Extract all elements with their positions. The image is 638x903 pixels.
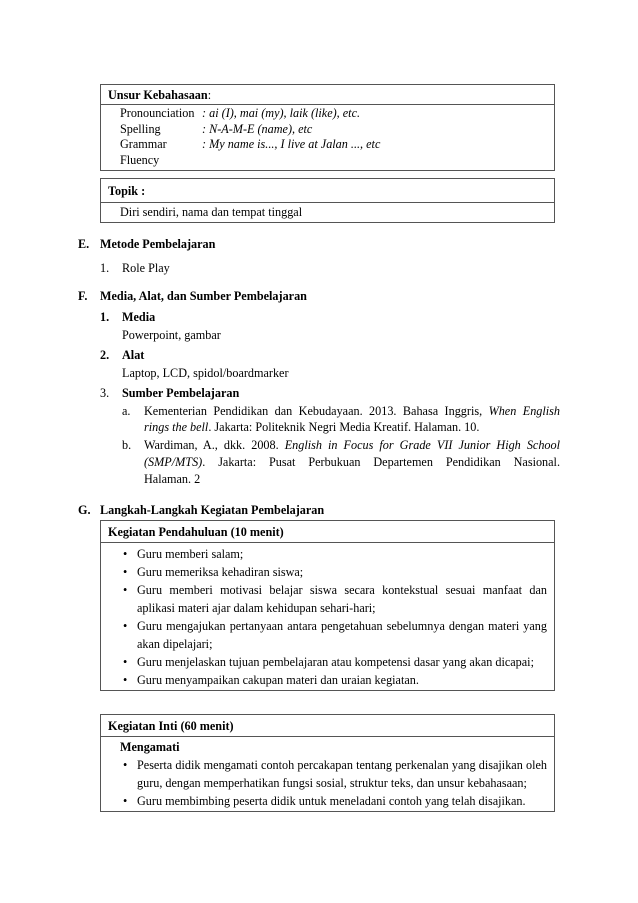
ref-text: . Jakarta: Politeknik Negri Media Kreatif. Halaman. 10. — [208, 420, 480, 434]
ref-italic: (SMP/MTS) — [144, 455, 203, 469]
ref-text: . Jakarta: Pusat Perbukuan Departemen Pendidikan Nasional. — [202, 455, 560, 469]
unsur-key: Spelling — [120, 121, 161, 136]
list-item: • Guru mengajukan pertanyaan antara pengetahuan sebelumnya dengan materi yang akan dipelajari; — [120, 617, 547, 653]
ref-italic: When English — [488, 404, 560, 418]
section-title: Metode Pembelajaran — [100, 237, 216, 251]
section-g-heading — [78, 503, 324, 518]
unsur-key: Fluency — [120, 152, 160, 167]
ref-a-line2 — [144, 419, 479, 435]
ref-b-line1 — [144, 437, 560, 453]
unsur-row — [120, 153, 554, 169]
section-title: Langkah-Langkah Kegiatan Pembelajaran — [100, 503, 325, 517]
alat-text: Laptop, LCD, spidol/boardmarker — [122, 366, 289, 380]
unsur-value: : My name is..., I live at Jalan ..., etc — [202, 137, 381, 151]
unsur-kebahasaan-header — [101, 85, 554, 105]
section-f-heading — [78, 289, 307, 304]
section-letter: F. — [78, 289, 88, 303]
inti-title: Kegiatan Inti (60 menit) — [101, 715, 554, 737]
unsur-key: Grammar — [120, 137, 167, 151]
topik-box — [100, 178, 555, 223]
section-letter: G. — [78, 503, 91, 517]
item-number: 3. — [100, 386, 110, 400]
item-number: 2. — [100, 348, 110, 362]
unsur-title-colon: : — [207, 88, 212, 102]
ref-b-line2 — [144, 454, 560, 470]
list-item: • Peserta didik mengamati contoh percakapan tentang perkenalan yang disajikan oleh guru, dengan memperhatikan fungsi sosial, struktur teks, dan unsur kebahasaan; — [120, 756, 547, 792]
list-item: • Guru memberi motivasi belajar siswa secara kontekstual sesuai manfaat dan aplikasi materi ajar dalam kehidupan sehari-hari; — [120, 581, 547, 617]
ref-letter: b. — [122, 438, 132, 452]
unsur-row — [120, 122, 554, 138]
unsur-row — [120, 106, 554, 122]
item-title: Media — [122, 310, 156, 324]
media-text: Powerpoint, gambar — [122, 328, 221, 342]
inti-body — [101, 737, 554, 811]
item-number: 1. — [100, 310, 110, 324]
topik-title: Topik : — [101, 179, 554, 203]
unsur-key: Pronounciation — [120, 106, 195, 120]
list-item: • Guru memeriksa kehadiran siswa; — [120, 563, 547, 581]
kegiatan-pendahuluan-box — [100, 520, 555, 691]
unsur-row — [120, 137, 554, 153]
section-e-item — [100, 260, 170, 276]
pendahuluan-list — [120, 545, 547, 689]
inti-subheading: Mengamati — [120, 740, 180, 754]
list-item: • Guru menjelaskan tujuan pembelajaran atau kompetensi dasar yang akan dicapai; — [120, 653, 547, 671]
item-title: Sumber Pembelajaran — [122, 386, 240, 400]
item-title: Alat — [122, 348, 145, 362]
ref-italic: English in Focus for Grade VII Junior High School — [284, 438, 560, 452]
ref-text: Kementerian Pendidikan dan Kebudayaan. 2013. Bahasa Inggris, — [144, 404, 489, 418]
ref-a-line1 — [144, 403, 560, 419]
pendahuluan-title: Kegiatan Pendahuluan (10 menit) — [101, 521, 554, 543]
list-item: • Guru membimbing peserta didik untuk meneladani contoh yang telah disajikan. — [120, 792, 547, 810]
section-title: Media, Alat, dan Sumber Pembelajaran — [100, 289, 307, 303]
item-number: 1. — [100, 261, 110, 275]
unsur-kebahasaan-box — [100, 84, 555, 171]
ref-text: Wardiman, A., dkk. 2008. — [144, 438, 285, 452]
unsur-value: : ai (I), mai (my), laik (like), etc. — [202, 106, 361, 120]
media-heading — [100, 309, 155, 325]
unsur-title: Unsur Kebahasaan — [108, 88, 208, 102]
ref-italic: rings the bell — [144, 420, 209, 434]
pendahuluan-body — [101, 543, 554, 690]
ref-letter: a. — [122, 404, 131, 418]
alat-heading — [100, 347, 144, 363]
section-e-heading — [78, 237, 215, 252]
list-item: • Guru menyampaikan cakupan materi dan uraian kegiatan. — [120, 671, 547, 689]
inti-list — [120, 756, 547, 810]
unsur-kebahasaan-body — [101, 105, 554, 170]
section-letter: E. — [78, 237, 90, 251]
kegiatan-inti-box — [100, 714, 555, 812]
ref-b-line3: Halaman. 2 — [144, 472, 201, 486]
unsur-value: : N-A-M-E (name), etc — [202, 121, 313, 136]
topik-text: Diri sendiri, nama dan tempat tinggal — [120, 205, 303, 219]
list-item: • Guru memberi salam; — [120, 545, 547, 563]
sumber-heading — [100, 385, 239, 401]
item-text: Role Play — [122, 261, 170, 275]
